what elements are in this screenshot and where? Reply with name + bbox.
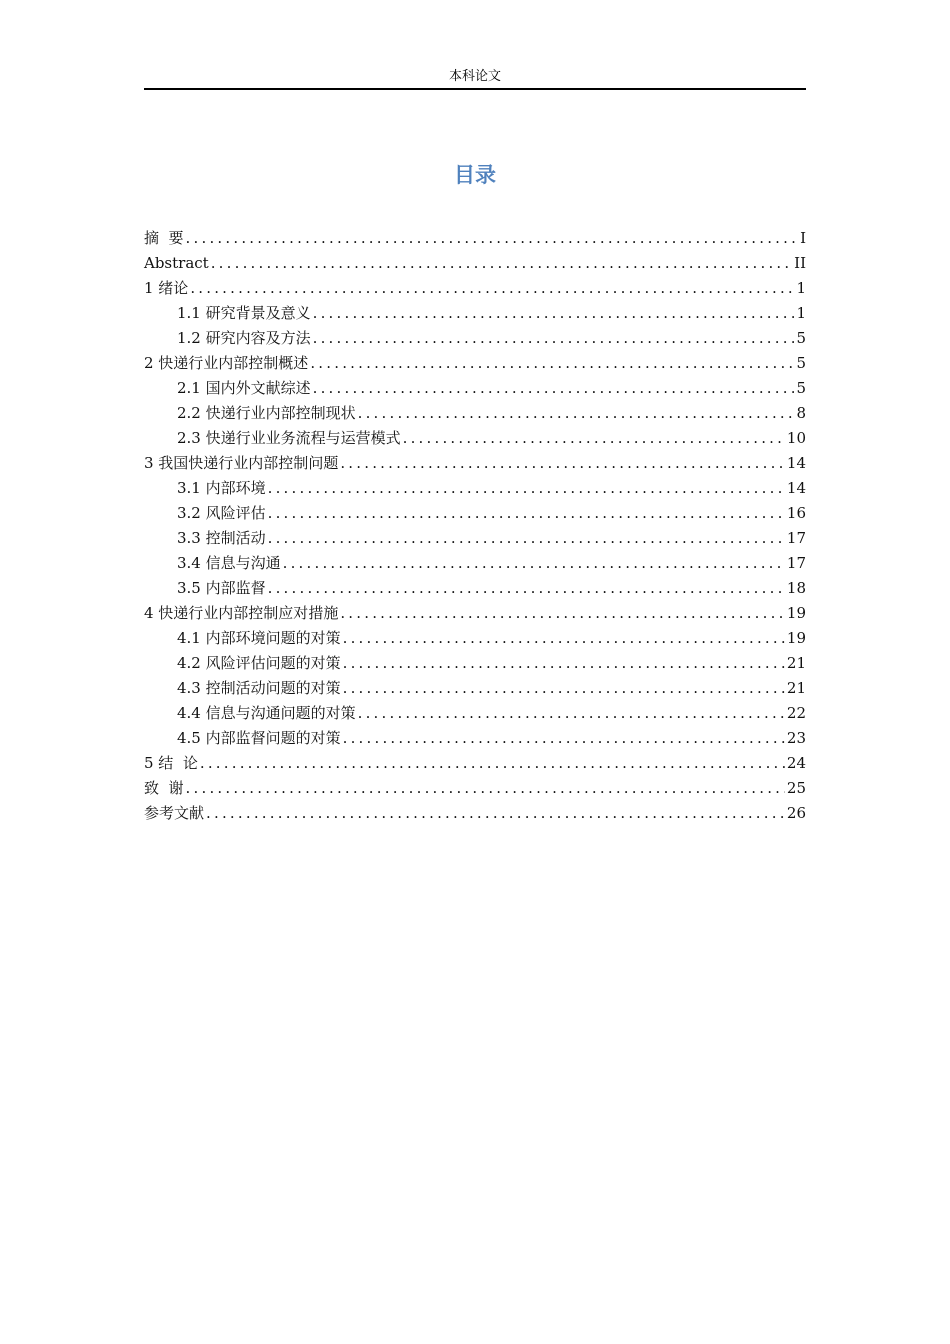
- toc-entry[interactable]: [144, 276, 806, 301]
- toc-entry[interactable]: [144, 776, 806, 801]
- toc-dot-leader: [200, 751, 785, 776]
- toc-dot-leader: [186, 776, 785, 801]
- toc-dot-leader: [343, 726, 785, 751]
- toc-dot-leader: [211, 251, 792, 276]
- toc-dot-leader: [313, 301, 795, 326]
- toc-entry-page-number: 5: [796, 329, 806, 347]
- toc-entry-page-number: 14: [786, 479, 806, 497]
- toc-dot-leader: [310, 351, 794, 376]
- toc-entry-page-number: 16: [786, 504, 806, 522]
- toc-entry-page-number: 26: [786, 804, 806, 822]
- toc-entry-page-number: 25: [786, 779, 806, 797]
- toc-entry[interactable]: [144, 526, 806, 551]
- toc-entry-page-number: 17: [786, 554, 806, 572]
- toc-entry[interactable]: [144, 451, 806, 476]
- toc-dot-leader: [268, 501, 785, 526]
- toc-entry-page-number: 5: [796, 354, 806, 372]
- toc-dot-leader: [313, 326, 795, 351]
- toc-entry-label: 2.2 快递行业内部控制现状: [177, 404, 356, 422]
- toc-entry-label: 3.3 控制活动: [177, 529, 266, 547]
- toc-entry[interactable]: [144, 651, 806, 676]
- toc-entry[interactable]: [144, 401, 806, 426]
- toc-entry-label: 1 绪论: [144, 279, 189, 297]
- toc-dot-leader: [340, 451, 785, 476]
- toc-dot-leader: [190, 276, 794, 301]
- toc-dot-leader: [206, 801, 785, 826]
- toc-entry-page-number: 10: [786, 429, 806, 447]
- toc-dot-leader: [268, 526, 785, 551]
- header-divider: [144, 88, 806, 90]
- toc-entry-page-number: 5: [796, 379, 806, 397]
- toc-entry[interactable]: [144, 501, 806, 526]
- toc-dot-leader: [403, 426, 785, 451]
- toc-entry-page-number: 1: [796, 279, 806, 297]
- toc-entry-page-number: 21: [786, 679, 806, 697]
- toc-dot-leader: [313, 376, 795, 401]
- toc-entry-label: 摘 要: [144, 229, 184, 247]
- toc-entry-page-number: II: [794, 254, 806, 272]
- toc-entry-label: 5 结 论: [144, 754, 198, 772]
- toc-entry[interactable]: [144, 226, 806, 251]
- toc-dot-leader: [358, 701, 785, 726]
- toc-entry-page-number: 8: [796, 404, 806, 422]
- toc-entry[interactable]: [144, 351, 806, 376]
- toc-entry-label: 4.2 风险评估问题的对策: [177, 654, 341, 672]
- toc-entry[interactable]: [144, 751, 806, 776]
- toc-entry[interactable]: [144, 576, 806, 601]
- toc-entry-page-number: I: [800, 229, 806, 247]
- toc-entry[interactable]: [144, 476, 806, 501]
- toc-entry-label: 3.2 风险评估: [177, 504, 266, 522]
- toc-entry-label: 3 我国快递行业内部控制问题: [144, 454, 339, 472]
- toc-entry[interactable]: [144, 801, 806, 826]
- toc-entry[interactable]: [144, 426, 806, 451]
- toc-entry[interactable]: [144, 326, 806, 351]
- toc-entry[interactable]: [144, 701, 806, 726]
- toc-entry-page-number: 19: [786, 629, 806, 647]
- toc-entry-page-number: 1: [796, 304, 806, 322]
- toc-dot-leader: [340, 601, 785, 626]
- toc-entry-label: 4.4 信息与沟通问题的对策: [177, 704, 356, 722]
- toc-entry[interactable]: [144, 551, 806, 576]
- toc-dot-leader: [343, 626, 785, 651]
- toc-dot-leader: [186, 226, 799, 251]
- toc-entry[interactable]: [144, 601, 806, 626]
- toc-entry[interactable]: [144, 726, 806, 751]
- toc-entry[interactable]: [144, 676, 806, 701]
- toc-entry-page-number: 24: [786, 754, 806, 772]
- table-of-contents: [144, 226, 806, 826]
- toc-entry-label: 4 快递行业内部控制应对措施: [144, 604, 339, 622]
- toc-entry-page-number: 19: [786, 604, 806, 622]
- toc-dot-leader: [343, 651, 785, 676]
- toc-entry-page-number: 21: [786, 654, 806, 672]
- toc-entry-label: 4.5 内部监督问题的对策: [177, 729, 341, 747]
- toc-dot-leader: [283, 551, 785, 576]
- toc-entry[interactable]: [144, 376, 806, 401]
- toc-entry[interactable]: [144, 251, 806, 276]
- toc-entry-page-number: 18: [786, 579, 806, 597]
- toc-entry[interactable]: [144, 626, 806, 651]
- toc-entry-label: 4.3 控制活动问题的对策: [177, 679, 341, 697]
- toc-dot-leader: [358, 401, 795, 426]
- toc-entry-label: 2.1 国内外文献综述: [177, 379, 311, 397]
- toc-entry-page-number: 22: [786, 704, 806, 722]
- toc-entry-page-number: 17: [786, 529, 806, 547]
- toc-entry-label: Abstract: [144, 254, 209, 272]
- toc-dot-leader: [343, 676, 785, 701]
- toc-entry[interactable]: [144, 301, 806, 326]
- toc-entry-label: 4.1 内部环境问题的对策: [177, 629, 341, 647]
- toc-entry-label: 1.2 研究内容及方法: [177, 329, 311, 347]
- toc-entry-label: 2 快递行业内部控制概述: [144, 354, 309, 372]
- toc-dot-leader: [268, 576, 785, 601]
- toc-entry-label: 致 谢: [144, 779, 184, 797]
- page-header: 本科论文: [448, 69, 501, 84]
- toc-dot-leader: [268, 476, 785, 501]
- toc-entry-label: 3.4 信息与沟通: [177, 554, 281, 572]
- toc-title: 目录: [454, 163, 496, 187]
- toc-entry-label: 3.5 内部监督: [177, 579, 266, 597]
- toc-entry-page-number: 23: [786, 729, 806, 747]
- toc-entry-label: 2.3 快递行业业务流程与运营模式: [177, 429, 401, 447]
- toc-entry-label: 3.1 内部环境: [177, 479, 266, 497]
- toc-entry-page-number: 14: [786, 454, 806, 472]
- toc-entry-label: 参考文献: [144, 804, 205, 822]
- toc-entry-label: 1.1 研究背景及意义: [177, 304, 311, 322]
